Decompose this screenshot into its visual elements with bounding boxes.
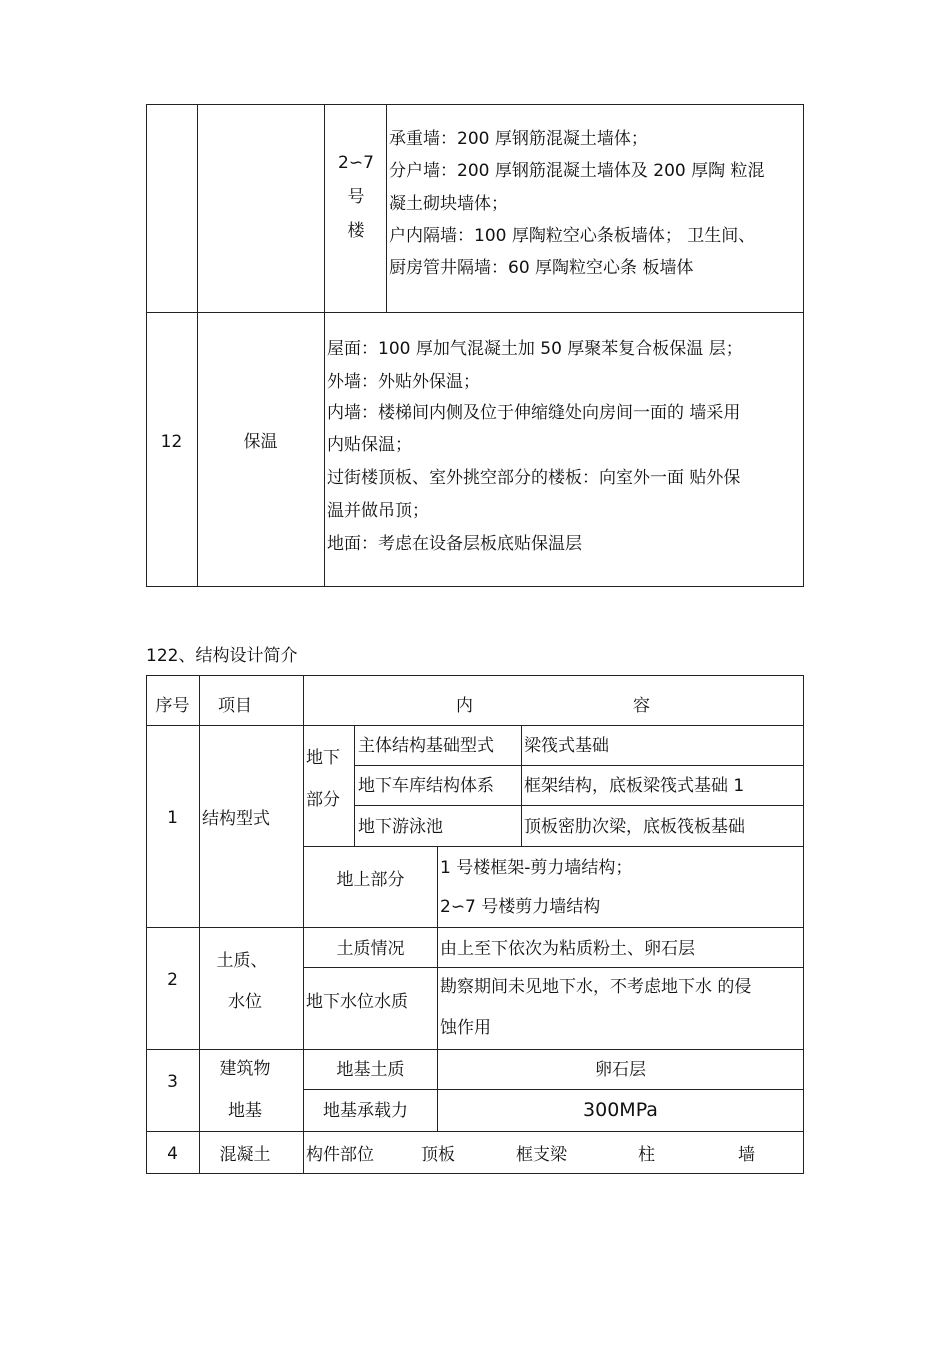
row-item: 地基 (228, 1101, 262, 1121)
text-line: 内墙：楼梯间内侧及位于伸缩缝处向房间一面的 墙采用 (327, 403, 741, 423)
row-number: 12 (160, 432, 183, 452)
column-label: 顶板 (421, 1145, 455, 1165)
building-line: 号 (347, 187, 365, 207)
row-number: 3 (167, 1072, 178, 1092)
header-item: 项目 (218, 696, 252, 716)
column-label: 柱 (638, 1145, 655, 1165)
text-line: 过街楼顶板、室外挑空部分的楼板：向室外一面 贴外保 (327, 468, 741, 488)
row-item: 结构型式 (202, 809, 270, 829)
sub-key: 地基土质 (336, 1060, 405, 1080)
sub-key: 土质情况 (336, 939, 405, 959)
text-line: 内贴保温； (327, 435, 412, 455)
sub-key: 主体结构基础型式 (358, 736, 494, 756)
text-line: 分户墙：200 厚钢筋混凝土墙体及 200 厚陶 粒混 (389, 161, 765, 181)
above-ground-value: 1 号楼框架-剪力墙结构； (440, 858, 633, 878)
sub-value: 梁筏式基础 (524, 736, 609, 756)
row-number: 4 (167, 1144, 178, 1164)
building-line: 楼 (347, 221, 365, 241)
column-label: 墙 (738, 1145, 755, 1165)
row-item: 混凝土 (219, 1145, 271, 1165)
sub-key: 地下游泳池 (358, 817, 443, 837)
underground-label: 地下 (306, 748, 340, 768)
underground-label: 部分 (306, 790, 340, 810)
row-number: 2 (167, 970, 178, 990)
sub-value: 勘察期间未见地下水，不考虑地下水 的侵 (440, 977, 752, 997)
column-label: 框支梁 (516, 1145, 567, 1165)
building-line: 2∽7 (338, 153, 374, 173)
text-line: 户内隔墙：100 厚陶粒空心条板墙体； 卫生间、 (389, 226, 756, 246)
sub-value: 由上至下依次为粘质粉土、卵石层 (440, 939, 695, 959)
above-ground-value: 2∽7 号楼剪力墙结构 (440, 897, 601, 917)
text-line: 外墙：外贴外保温； (327, 372, 480, 392)
sub-value: 蚀作用 (440, 1018, 491, 1038)
sub-value: 300MPa (583, 1099, 658, 1121)
text-line: 厨房管井隔墙：60 厚陶粒空心条 板墙体 (389, 258, 694, 278)
text-line: 凝土砌块墙体； (389, 194, 508, 214)
text-line: 地面：考虑在设备层板底贴保温层 (327, 534, 582, 554)
sub-key: 地下车库结构体系 (358, 776, 494, 796)
header-no: 序号 (155, 696, 190, 716)
header-content: 内 (456, 696, 473, 716)
row-item: 土质、 (216, 951, 268, 971)
row-item: 水位 (228, 992, 262, 1012)
text-line: 承重墙：200 厚钢筋混凝土墙体； (389, 129, 648, 149)
section-title: 122、结构设计简介 (146, 646, 298, 666)
column-label: 构件部位 (306, 1145, 374, 1165)
row-item: 建筑物 (219, 1059, 271, 1079)
sub-key: 地基承载力 (323, 1101, 408, 1121)
row-item: 保温 (243, 432, 278, 452)
text-line: 温并做吊顶； (327, 501, 429, 521)
sub-value: 顶板密肋次梁，底板筏板基础 (524, 817, 745, 837)
sub-value: 卵石层 (595, 1060, 646, 1080)
sub-value: 框架结构，底板梁筏式基础 1 (524, 776, 745, 796)
header-content: 容 (633, 696, 650, 716)
text-line: 屋面：100 厚加气混凝土加 50 厚聚苯复合板保温 层； (327, 339, 743, 359)
sub-key: 地下水位水质 (306, 992, 408, 1012)
row-number: 1 (167, 808, 178, 828)
above-ground-label: 地上部分 (336, 870, 405, 890)
